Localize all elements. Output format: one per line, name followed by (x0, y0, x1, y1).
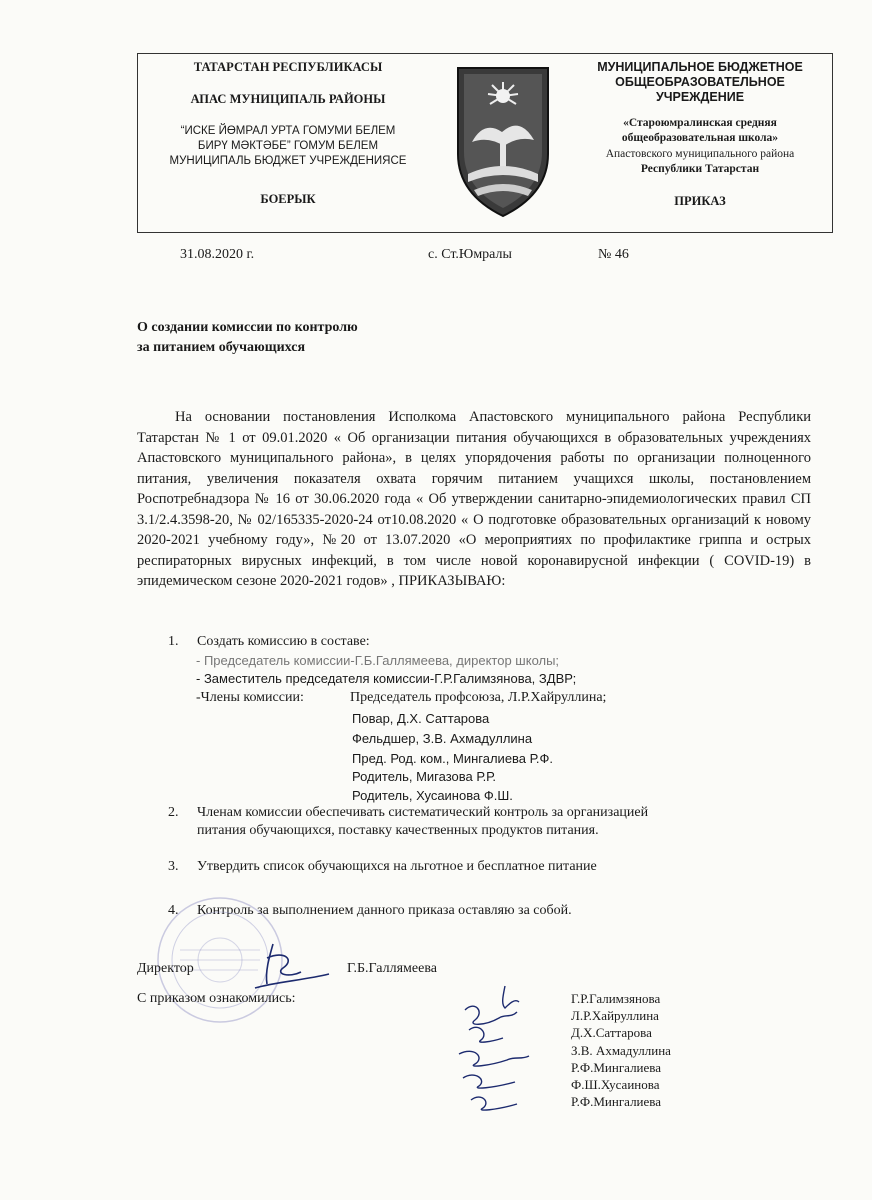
order-preamble: На основании постановления Исполкома Апастовского муниципального района Республики Татарстан № 1 от 09.01.2020 « Об организации питания обучающихся в образовательных учреждениях Апастовского муниципального района», в целях упорядочения работы по организации полноценного питания, увеличения показателя охвата горячим питанием учащихся школы, постановлением Роспотребнадзора № 16 от 30.06.2020 года « Об утверждении санитарно-эпидемиологических правил СП 3.1/2.4.3598-20, № 02/165335-2020-24 от10.08.2020 « О подготовке образовательных организаций к новому 2020-2021 учебному году», №20 от 13.07.2020 «О мероприятиях по профилактике гриппа и острых респираторных вирусных инфекций, в том числе новой коронавирусной инфекции ( COVID-19) в эпидемическом сезоне 2020-2021 годов» , ПРИКАЗЫВАЮ: (137, 409, 811, 589)
item-text: Членам комиссии обеспечивать систематический контроль за организацией (197, 805, 649, 820)
item-number: 2. (168, 805, 179, 820)
acquainted-name: З.В. Ахмадуллина (571, 1042, 671, 1058)
acquainted-name: Р.Ф.Мингалиева (571, 1059, 662, 1075)
item-text: Создать комиссию в составе: (197, 634, 370, 649)
acquainted-name: Д.Х.Саттарова (571, 1025, 652, 1041)
commission-member: Фельдшер, З.В. Ахмадуллина (352, 731, 533, 746)
coat-of-arms-emblem (438, 54, 568, 232)
district-russian: Апастовского муниципального района (605, 148, 795, 160)
commission-member: Родитель, Хусаинова Ф.Ш. (352, 788, 513, 803)
commission-member: Пред. Род. ком., Мингалиева Р.Ф. (352, 751, 553, 766)
acquainted-name: Р.Ф.Мингалиева (571, 1094, 662, 1110)
doc-type-tatar: БОЕРЫК (260, 192, 316, 206)
republic-tatar: ТАТАРСТАН РЕСПУБЛИКАСЫ (193, 60, 383, 74)
acquainted-label: С приказом ознакомились: (137, 991, 296, 1006)
order-subject: О создании комиссии по контролю за питанием обучающихся (137, 320, 358, 355)
item-number: 3. (168, 859, 179, 874)
org-type: МУНИЦИПАЛЬНОЕ БЮДЖЕТНОЕ ОБЩЕОБРАЗОВАТЕЛЬНОЕ УЧРЕЖДЕНИЕ (597, 60, 803, 104)
signature-name: Г.Б.Галлямеева (347, 961, 437, 976)
district-tatar: АПАС МУНИЦИПАЛЬ РАЙОНЫ (190, 92, 386, 106)
republic-russian: Республики Татарстан (640, 163, 760, 175)
acquainted-list (571, 990, 671, 1110)
signature-position: Директор (137, 961, 194, 976)
item-text: Контроль за выполнением данного приказа оставляю за собой. (197, 903, 572, 918)
acquainted-name: Г.Р.Галимзянова (571, 991, 661, 1006)
item-number: 4. (168, 903, 179, 918)
commission-member: Повар, Д.Х. Саттарова (352, 711, 490, 726)
commission-member: Председатель профсоюза, Л.Р.Хайруллина; (350, 690, 607, 705)
item-number: 1. (168, 634, 179, 649)
school-name-tatar: “ИСКЕ ЙӨМРАЛ УРТА ГОМУМИ БЕЛЕМ БИРҮ МӘКТӘБЕ” ГОМУМ БЕЛЕМ МУНИЦИПАЛЬ БЮДЖЕТ УЧРЕЖДЕНИЯСЕ (169, 125, 407, 167)
item-text-continued: питания обучающихся, поставку качественных продуктов питания. (197, 823, 599, 838)
letterhead (137, 53, 833, 233)
order-date: 31.08.2020 г. (180, 247, 255, 262)
letterhead-russian (568, 54, 832, 232)
letterhead-tatar (138, 54, 438, 232)
commission-deputy: - Заместитель председателя комиссии-Г.Р.Галимзянова, ЗДВР; (196, 671, 577, 686)
doc-type-russian: ПРИКАЗ (674, 194, 726, 208)
commission-member: Родитель, Мигазова Р.Р. (352, 769, 497, 784)
signatures-handwritten (445, 982, 565, 1122)
commission-chair: - Председатель комиссии-Г.Б.Галлямеева, директор школы; (196, 653, 560, 668)
acquainted-name: Л.Р.Хайруллина (571, 1008, 659, 1024)
order-number: № 46 (598, 247, 629, 262)
commission-members-label: -Члены комиссии: (196, 690, 304, 705)
school-name-russian: «Староюмралинская средняя общеобразовательная школа» (621, 117, 779, 144)
order-place: с. Ст.Юмралы (428, 247, 512, 262)
item-text: Утвердить список обучающихся на льготное и бесплатное питание (197, 859, 597, 874)
director-signature (225, 938, 335, 998)
acquainted-name: Ф.Ш.Хусаинова (571, 1077, 660, 1093)
